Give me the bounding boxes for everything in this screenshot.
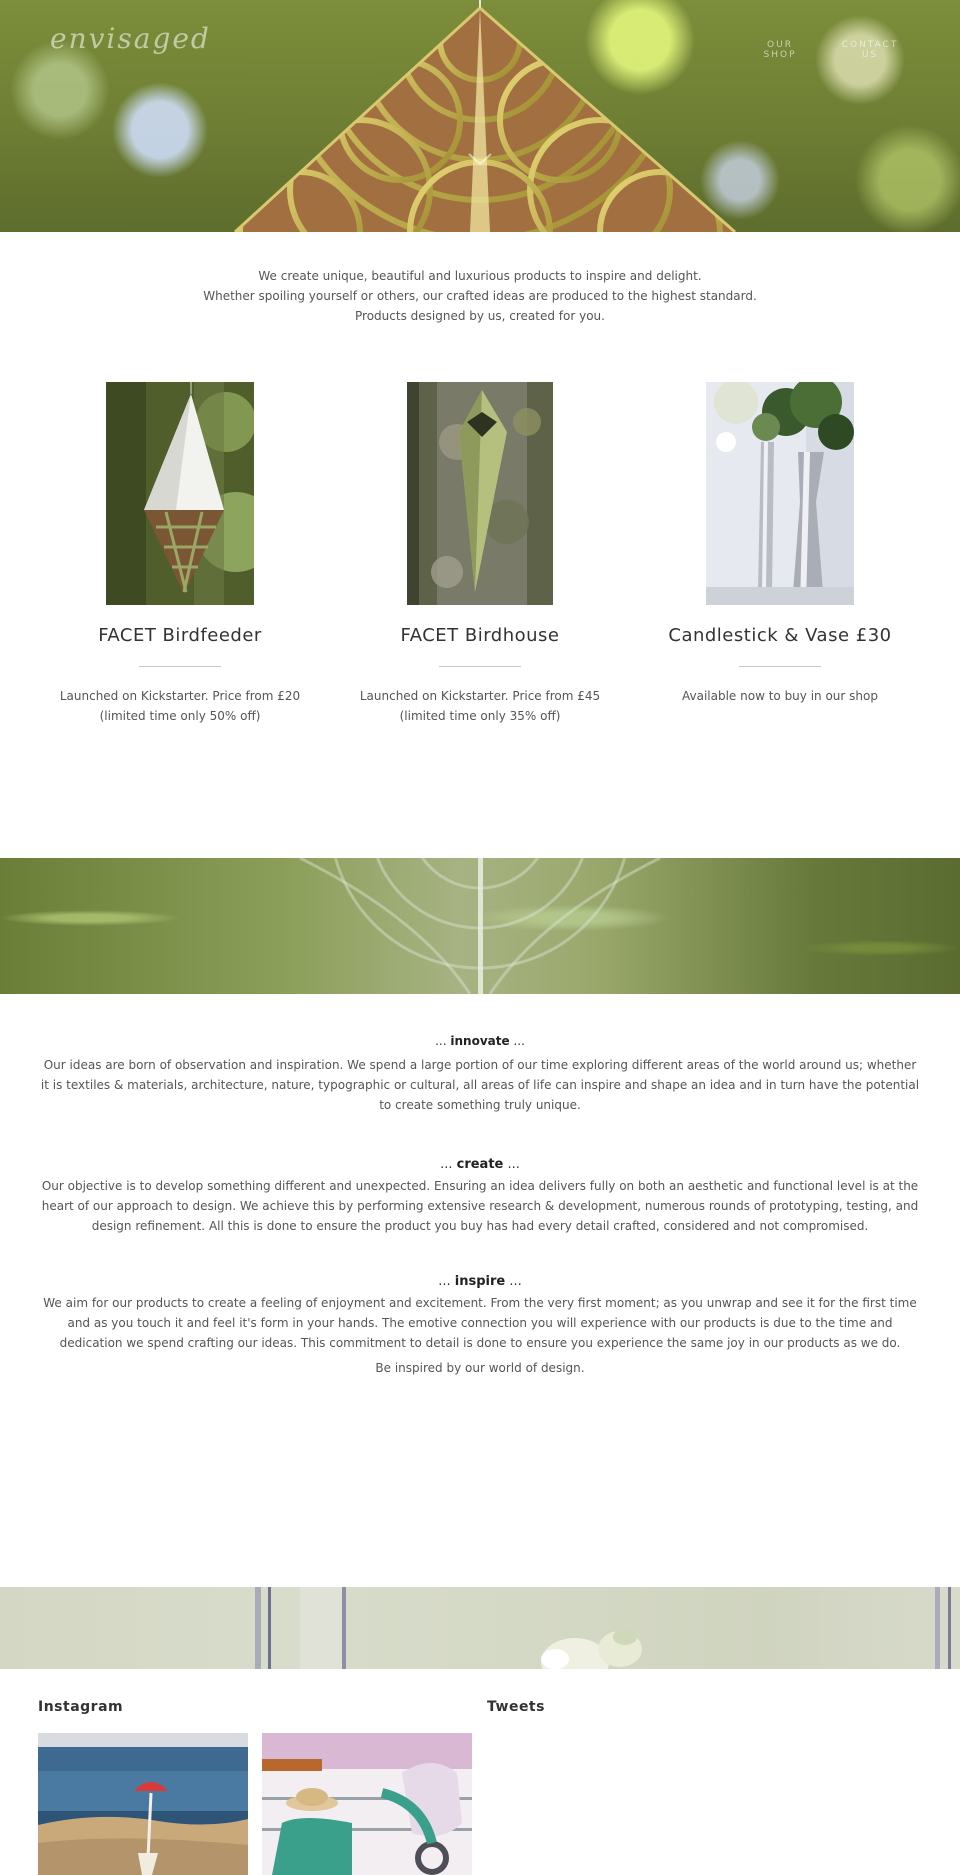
product-description: Launched on Kickstarter. Price from £20 (limited time only 50% off) <box>59 689 301 723</box>
value-text: Our objective is to develop something different and unexpected. Ensuring an idea delivers fully on both an aesthetic and functional level is at the heart of our approach to design. We achieve this by performing extensive research & development, numerous rounds of prototyping, testing, and design refinement. All this is done to ensure the product you buy has had every detail crafted, considered and not compromised. <box>41 1179 919 1233</box>
product-title[interactable]: FACET Birdhouse <box>400 625 560 646</box>
instagram-title: Instagram <box>38 1699 124 1715</box>
product-card <box>330 382 630 726</box>
product-title[interactable]: Candlestick & Vase £30 <box>668 625 892 646</box>
products-section <box>30 382 930 726</box>
value-heading: ... innovate ... <box>435 1034 525 1048</box>
intro-text <box>0 266 960 326</box>
value-heading: ... create ... <box>440 1157 520 1172</box>
logo[interactable]: envisaged <box>50 22 211 55</box>
flower-image <box>0 1587 960 1669</box>
intro-line: We create unique, beautiful and luxurious products to inspire and delight. <box>258 269 702 283</box>
product-image-birdhouse[interactable] <box>407 382 553 605</box>
product-description: Launched on Kickstarter. Price from £45 (limited time only 35% off) <box>359 689 601 723</box>
divider <box>739 666 821 667</box>
tweets-title: Tweets <box>487 1699 545 1715</box>
nav-our-shop[interactable]: OUR SHOP <box>763 40 797 60</box>
divider <box>139 666 221 667</box>
instagram-thumbnail[interactable] <box>38 1733 248 1875</box>
intro-line: Products designed by us, created for you. <box>355 309 605 323</box>
values-section <box>38 1034 922 1375</box>
value-create <box>38 1157 922 1236</box>
product-title[interactable]: FACET Birdfeeder <box>98 625 262 646</box>
value-innovate <box>38 1034 922 1115</box>
value-text: Our ideas are born of observation and inspiration. We spend a large portion of our time exploring different areas of the world around us; whether it is textiles & materials, architecture, nature, typographic or cultural, all areas of life can inspire and shape an idea and in turn have the potential to create something truly unique. <box>40 1058 920 1112</box>
closing-line: Be inspired by our world of design. <box>375 1361 585 1375</box>
product-image-birdfeeder[interactable] <box>106 382 254 605</box>
instagram-thumbnail[interactable] <box>262 1733 472 1875</box>
value-inspire <box>38 1274 922 1353</box>
product-description: Available now to buy in our shop <box>682 689 878 703</box>
product-image-candlestick-vase[interactable] <box>706 382 854 605</box>
divider <box>439 666 521 667</box>
hero-banner <box>0 0 960 232</box>
wire <box>478 858 483 994</box>
product-card <box>30 382 330 726</box>
main-nav <box>750 40 900 60</box>
intro-line: Whether spoiling yourself or others, our crafted ideas are produced to the highest standard. <box>203 289 757 303</box>
chevron-down-icon[interactable] <box>466 150 494 168</box>
parallax-banner-2 <box>0 1587 960 1669</box>
product-card <box>630 382 930 726</box>
parallax-banner <box>0 858 960 994</box>
value-heading: ... inspire ... <box>438 1274 522 1289</box>
nav-contact-us[interactable]: CONTACT US <box>841 40 899 60</box>
value-text: We aim for our products to create a feeling of enjoyment and excitement. From the very first moment; as you unwrap and see it for the first time and as you touch it and feel it's form in your hands. The emotive connection you will experience with our products is due to the time and dedication we spend crafting our ideas. This commitment to detail is done to ensure you experience the same joy in our products as we do. <box>43 1296 917 1350</box>
